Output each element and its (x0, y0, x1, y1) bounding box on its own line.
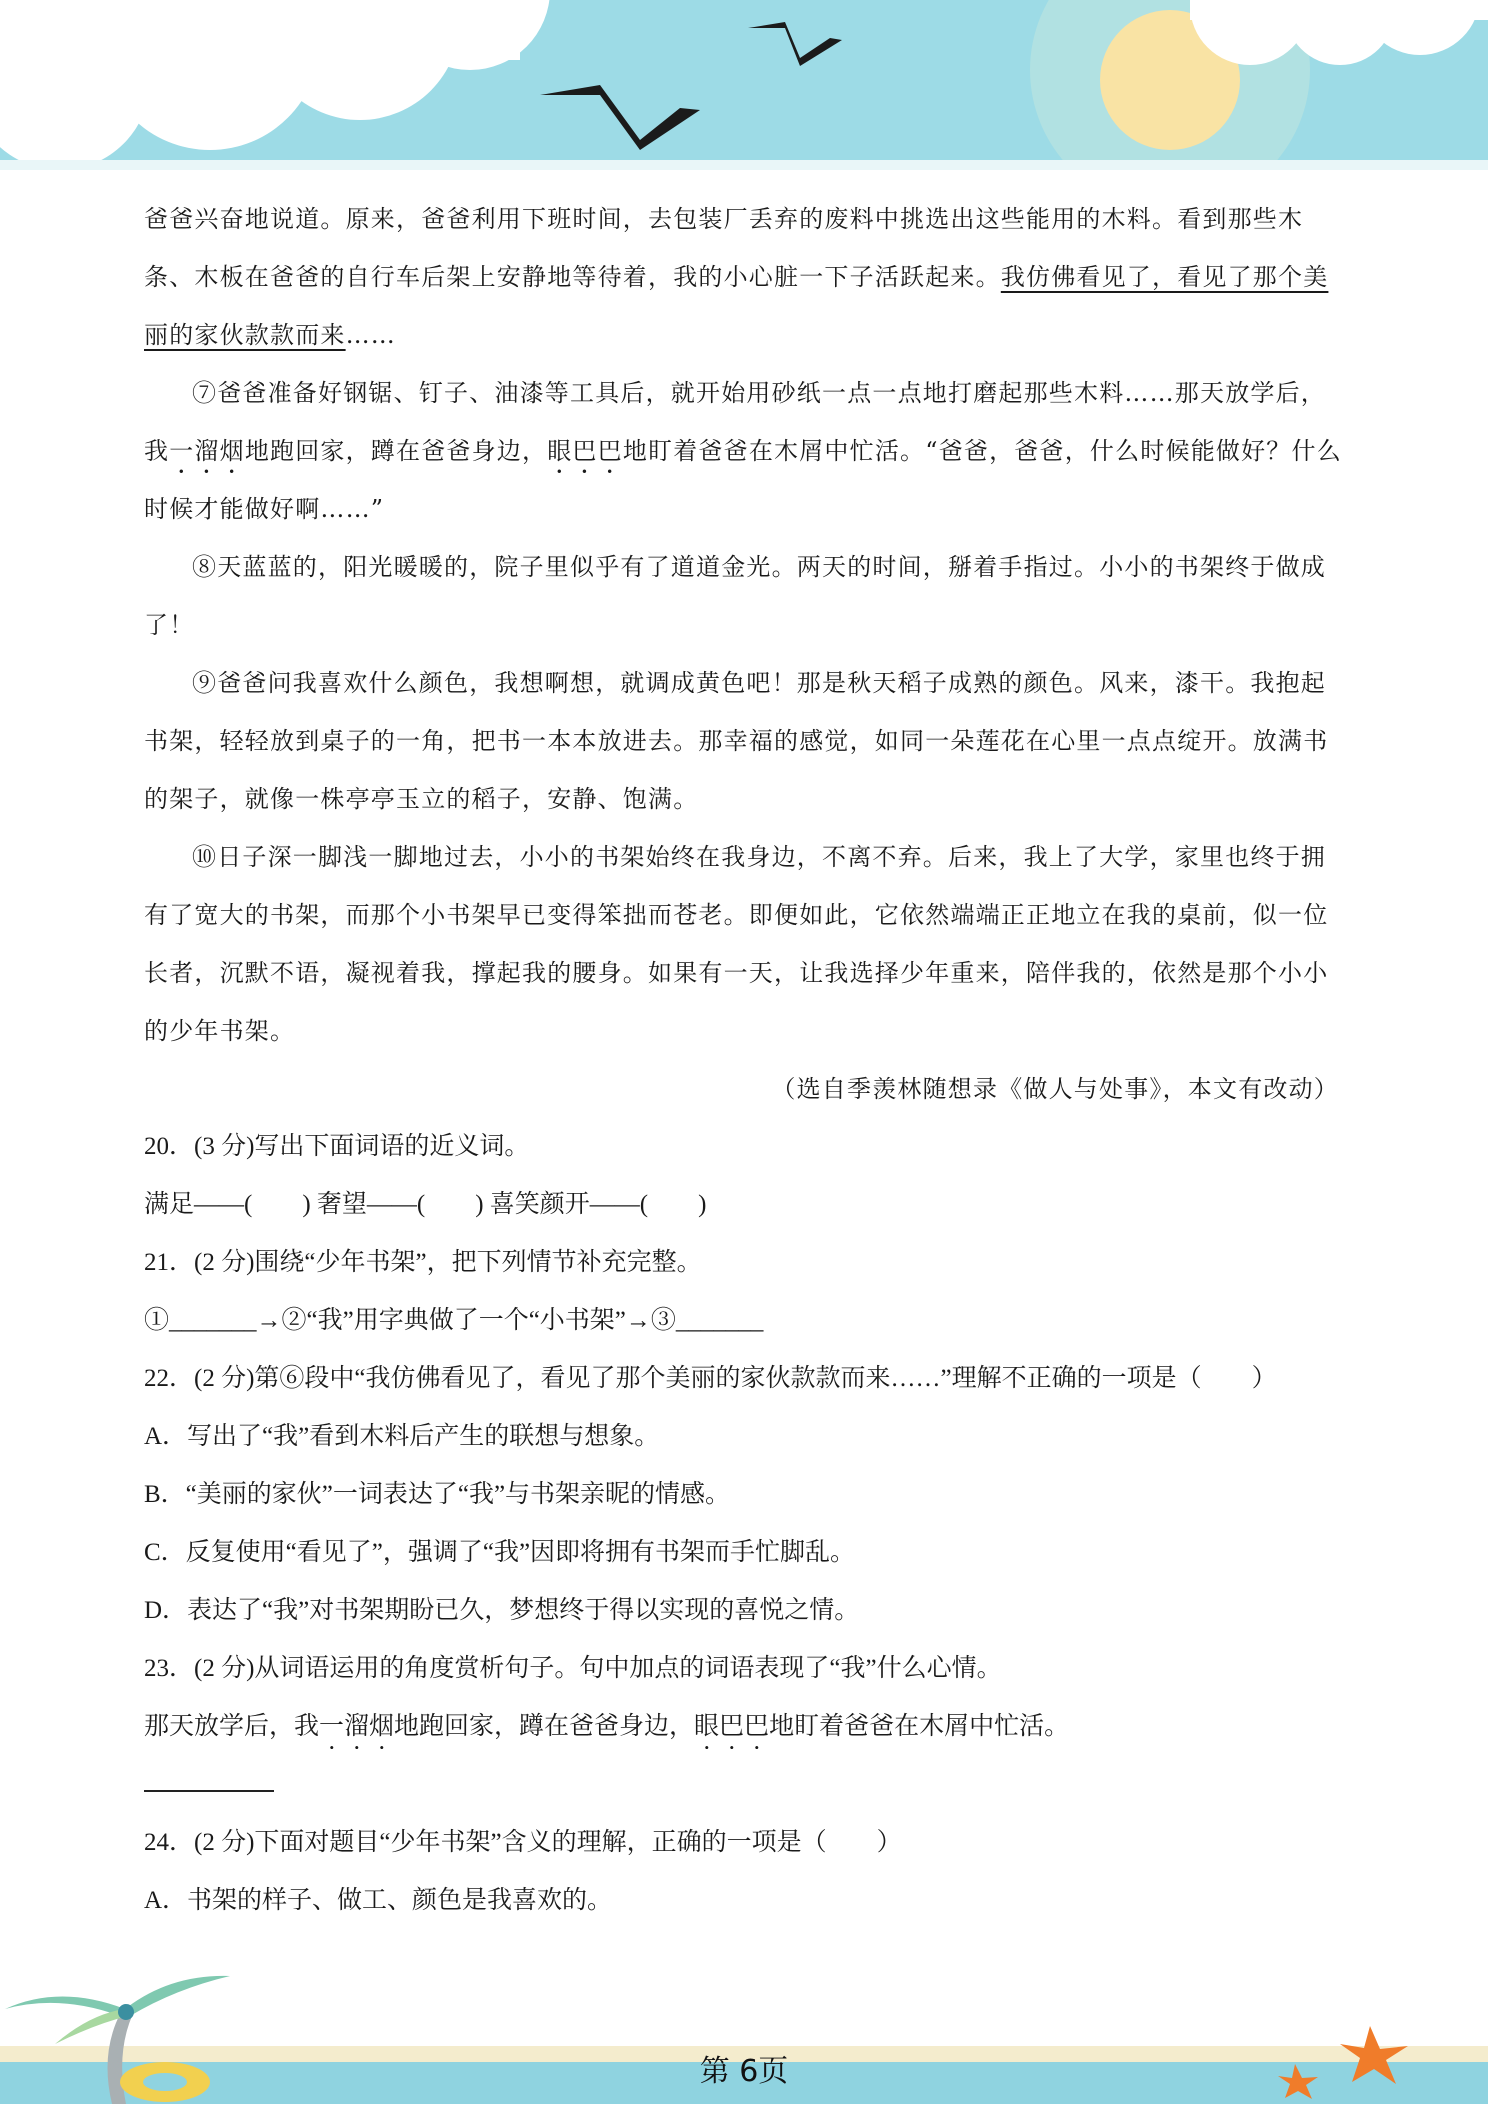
question-21-blanks: ①_______→②“我”用字典做了一个“小书架”→③_______ (144, 1307, 764, 1334)
dotted-word: 眼巴巴 (694, 1713, 770, 1740)
passage-source: （选自季羡林随想录《做人与处事》，本文有改动） (771, 1075, 1339, 1103)
header-decoration (0, 0, 1488, 170)
passage-paragraph-8: ⑧天蓝蓝的，阳光暖暖的，院子里似乎有了道道金光。两天的时间，掰着手指过。小小的书架终于做成了！ (144, 553, 1326, 639)
question-22-stem: 22．(2 分)第⑥段中“我仿佛看见了，看见了那个美丽的家伙款款而来……”理解不正确的一项是（ ） (144, 1365, 1277, 1392)
dotted-word: 眼巴巴 (547, 437, 623, 465)
question-22-option-b: B．“美丽的家伙”一词表达了“我”与书架亲昵的情感。 (144, 1481, 731, 1508)
underlined-sentence: 我仿佛看见了，看见了那个美丽的家伙款款而来 (144, 263, 1329, 349)
question-23-stem: 23．(2 分)从词语运用的角度赏析句子。句中加点的词语表现了“我”什么心情。 (144, 1655, 1002, 1682)
question-20-stem: 20．(3 分)写出下面词语的近义词。 (144, 1133, 530, 1160)
page-number: 第 6页 (699, 2054, 789, 2089)
passage-paragraph-7: ⑦爸爸准备好钢锯、钉子、油漆等工具后，就开始用砂纸一点一点地打磨起那些木料……那天放学后，我一溜烟地跑回家，蹲在爸爸身边，眼巴巴地盯着爸爸在木屑中忙活。“爸爸，爸爸，什么时候能做好？什么时候才能做好啊……” (144, 379, 1342, 523)
dotted-word: 一溜烟 (319, 1713, 395, 1740)
passage-paragraph-6: 爸爸兴奋地说道。原来，爸爸利用下班时间，去包装厂丢弃的废料中挑选出这些能用的木料。看到那些木条、木板在爸爸的自行车后架上安静地等待着，我的小心脏一下子活跃起来。我仿佛看见了，看见了那个美丽的家伙款款而来…… (144, 205, 1329, 349)
question-24-stem: 24．(2 分)下面对题目“少年书架”含义的理解，正确的一项是（ ） (144, 1829, 902, 1856)
question-24-option-a: A．书架的样子、做工、颜色是我喜欢的。 (144, 1887, 613, 1914)
passage-paragraph-10: ⑩日子深一脚浅一脚地过去，小小的书架始终在我身边，不离不弃。后来，我上了大学，家里也终于拥有了宽大的书架，而那个小书架早已变得笨拙而苍老。即便如此，它依然端端正正地立在我的桌前，似一位长者，沉默不语，凝视着我，撑起我的腰身。如果有一天，让我选择少年重来，陪伴我的，依然是那个小小的少年书架。 (144, 843, 1329, 1045)
question-21-stem: 21．(2 分)围绕“少年书架”，把下列情节补充完整。 (144, 1249, 702, 1276)
exam-content (144, 190, 1349, 1930)
passage-paragraph-9: ⑨爸爸问我喜欢什么颜色，我想啊想，就调成黄色吧！那是秋天稻子成熟的颜色。风来，漆干。我抱起书架，轻轻放到桌子的一角，把书一本本放进去。那幸福的感觉，如同一朵莲花在心里一点点绽开。放满书的架子，就像一株亭亭玉立的稻子，安静、饱满。 (144, 669, 1329, 813)
question-22-option-c: C．反复使用“看见了”，强调了“我”因即将拥有书架而手忙脚乱。 (144, 1539, 856, 1566)
answer-blank (144, 1760, 274, 1792)
question-22-option-d: D．表达了“我”对书架期盼已久，梦想终于得以实现的喜悦之情。 (144, 1597, 860, 1624)
wave-band (0, 160, 1488, 170)
question-22-option-a: A．写出了“我”看到木料后产生的联想与想象。 (144, 1423, 660, 1450)
question-23-answer-line (144, 1756, 1349, 1814)
dotted-word: 一溜烟 (169, 437, 245, 465)
question-20-blanks: 满足——( ) 奢望——( ) 喜笑颜开——( ) (144, 1191, 707, 1218)
question-23-sentence: 那天放学后，我一溜烟地跑回家，蹲在爸爸身边，眼巴巴地盯着爸爸在木屑中忙活。 (144, 1713, 1070, 1740)
